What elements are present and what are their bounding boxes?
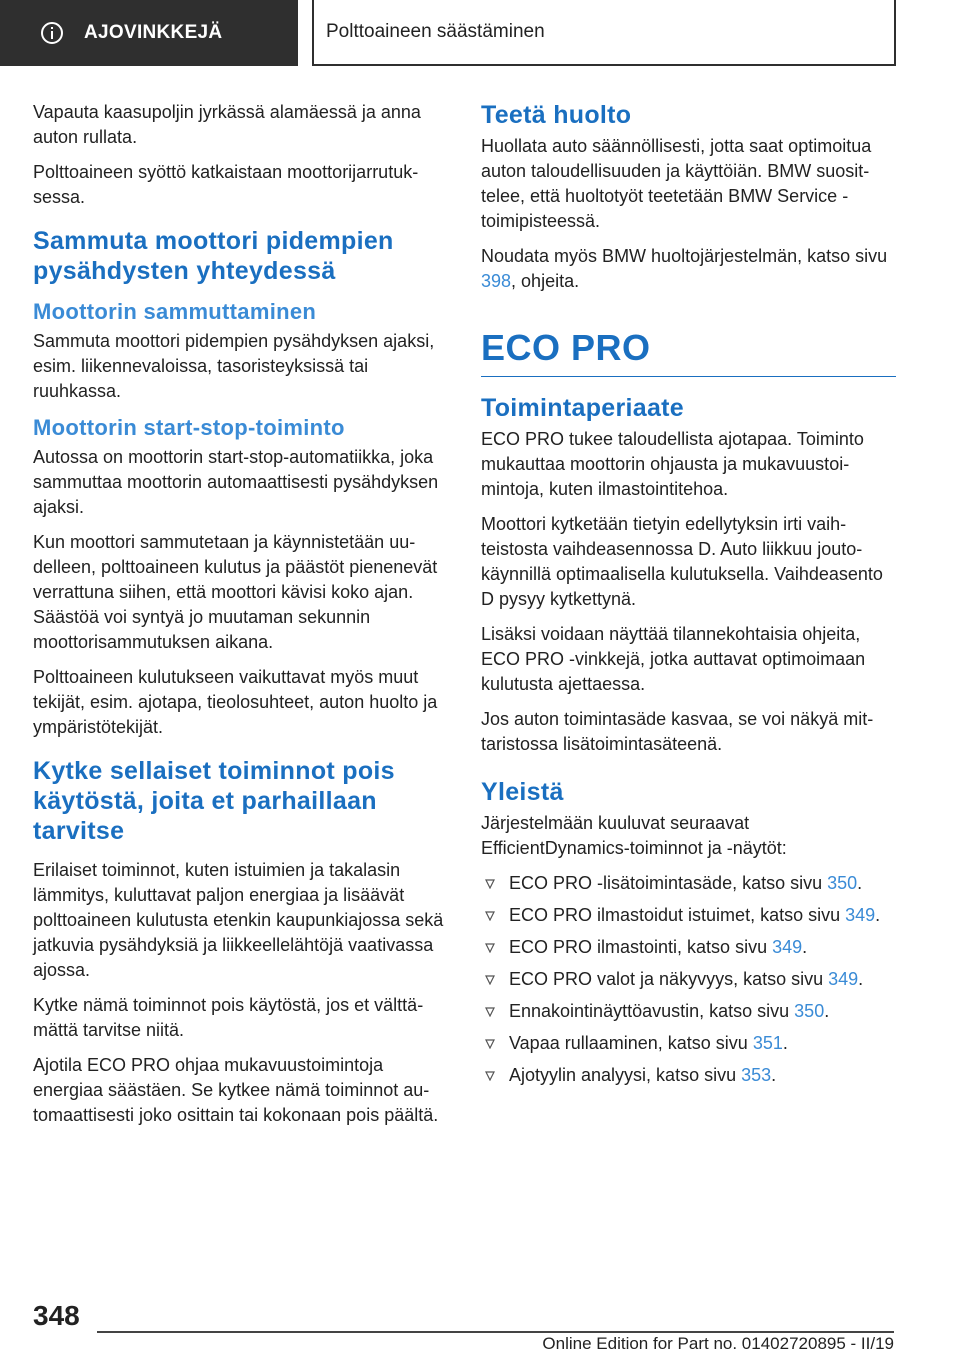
paragraph: Ajotila ECO PRO ohjaa mukavuustoimintoja energiaa säästäen. Se kytkee nämä toiminnot automaattisesti joko osittain tai kokonaan pois päältä. [33,1055,439,1125]
text: . [771,1065,777,1085]
paragraph: Polttoaineen kulutukseen vaikuttavat myös muut tekijät, esim. ajotapa, tieolosuhteet, auton huolto ja ympäristötekijät. [33,667,438,737]
page-number: 348 [33,1300,80,1331]
heading-start-stop: Moottorin start-stop-toiminto [33,415,345,440]
chapter-tab [312,0,896,66]
chapter-title: Polttoaineen säästäminen [326,21,545,42]
paragraph: Lisäksi voidaan näyttää tilannekohtaisia ohjeita, ECO PRO -vinkkejä, jotka auttavat optimoimaan kulutusta ajettaessa. [481,624,866,694]
text: . [875,905,881,925]
triangle-bullet-icon [485,1071,495,1081]
heading-sammuta-moottori: Sammuta moottori pidempien pysähdysten yhteydessä [33,227,394,285]
paragraph: Kun moottori sammutetaan ja käynnistetään uudelleen, polttoaineen kulutus ja päästöt pienenevät verrattuna siihen, että moottori kävisi koko ajan. Säästöä voi syntyä jo muutaman sekunnin moottorisammutuksen aikana. [33,532,438,652]
page-link[interactable]: 398 [481,271,512,291]
list-item [481,1031,896,1056]
heading-kytke-toiminnot: Kytke sellaiset toiminnot pois käytöstä, joita et parhaillaan tarvitse [33,757,395,845]
list-item [481,903,896,928]
list-item [481,1063,896,1088]
text: ECO PRO -lisätoimintasäde, katso sivu [509,873,828,893]
heading-moottorin-sammuttaminen: Moottorin sammuttaminen [33,299,317,324]
paragraph: Järjestelmään kuuluvat seuraavat EfficientDynamics-toiminnot ja -näytöt: [481,813,787,858]
triangle-bullet-icon [485,879,495,889]
text: Ajotyylin analyysi, katso sivu [509,1065,742,1085]
paragraph: ECO PRO tukee taloudellista ajotapaa. Toiminto mukauttaa moottorin ohjausta ja mukavuustoimintoja, kuten ilmastointitehoa. [481,429,864,499]
paragraph: Autossa on moottorin start-stop-automatiikka, joka sammuttaa moottorin automaattisesti pysähdyksen ajaksi. [33,447,439,517]
page-link[interactable]: 349 [845,905,876,925]
heading-eco-pro-wrap [481,328,896,377]
page-link[interactable]: 349 [772,937,803,957]
paragraph: Vapauta kaasupoljin jyrkässä alamäessä ja anna auton rullata. [33,102,421,147]
heading-toimintaperiaate: Toimintaperiaate [481,394,684,422]
list-item [481,999,896,1024]
text: Noudata myös BMW huoltojärjestelmän, katso sivu [481,246,888,266]
info-icon [40,21,64,45]
triangle-bullet-icon [485,1039,495,1049]
text: . [782,1033,788,1053]
page-link[interactable]: 350 [827,873,858,893]
triangle-bullet-icon [485,943,495,953]
paragraph: Kytke nämä toiminnot pois käytöstä, jos et välttämättä tarvitse niitä. [33,995,424,1040]
paragraph: Erilaiset toiminnot, kuten istuimien ja takalasin lämmitys, kuluttavat paljon energiaa ja lisäävät polttoaineen kulutusta etenkin kaupunkiajossa sekä jatkuvia pysähdyksiä ja liikkeellelähtöjä vaativassa ajossa. [33,860,444,980]
paragraph: Sammuta moottori pidempien pysähdyksen ajaksi, esim. liikennevaloissa, tasoristeyksissä tai ruuhkassa. [33,331,435,401]
footer-divider [97,1331,894,1333]
list-item [481,967,896,992]
text: ECO PRO ilmastoidut istuimet, katso sivu [509,905,846,925]
function-list [481,871,896,1088]
text: , ohjeita. [511,271,580,291]
page-link[interactable]: 349 [828,969,859,989]
text: . [858,969,864,989]
paragraph [481,244,896,294]
right-column [481,100,896,1095]
left-column [33,100,448,1138]
paragraph: Polttoaineen syöttö katkaistaan moottorijarrutuksessa. [33,162,419,207]
section-label: AJOVINKKEJÄ [84,22,223,43]
paragraph: Jos auton toimintasäde kasvaa, se voi näkyä mittaristossa lisätoimintasäteenä. [481,709,874,754]
list-item [481,871,896,896]
list-item [481,935,896,960]
triangle-bullet-icon [485,975,495,985]
text: . [857,873,863,893]
page-link[interactable]: 353 [741,1065,772,1085]
page-header [0,0,960,66]
text: . [802,937,808,957]
paragraph: Huollata auto säännöllisesti, jotta saat optimoitua auton taloudellisuuden ja käyttöiän. BMW suosittelee, että huoltotyöt teetetään BMW Service -toimipisteessä. [481,136,872,231]
text: ECO PRO ilmastointi, katso sivu [509,937,773,957]
triangle-bullet-icon [485,1007,495,1017]
heading-yleista: Yleistä [481,778,564,806]
paragraph: Moottori kytketään tietyin edellytyksin irti vaihteistosta vaihdeasennossa D. Auto liikkuu joutokäynnillä optimaalisella kulutuksella. Vaihdeasento D pysyy kytkettynä. [481,514,883,609]
heading-teeta-huolto: Teetä huolto [481,101,632,129]
edition-text: Online Edition for Part no. 01402720895 - II/19 [542,1334,894,1353]
section-tab [0,0,298,66]
text: Ennakointinäyttöavustin, katso sivu [509,1001,795,1021]
page-link[interactable]: 351 [752,1033,783,1053]
text: ECO PRO valot ja näkyvyys, katso sivu [509,969,829,989]
page-link[interactable]: 350 [794,1001,825,1021]
heading-eco-pro: ECO PRO [481,327,651,368]
triangle-bullet-icon [485,911,495,921]
text: . [824,1001,830,1021]
text: Vapaa rullaaminen, katso sivu [509,1033,753,1053]
